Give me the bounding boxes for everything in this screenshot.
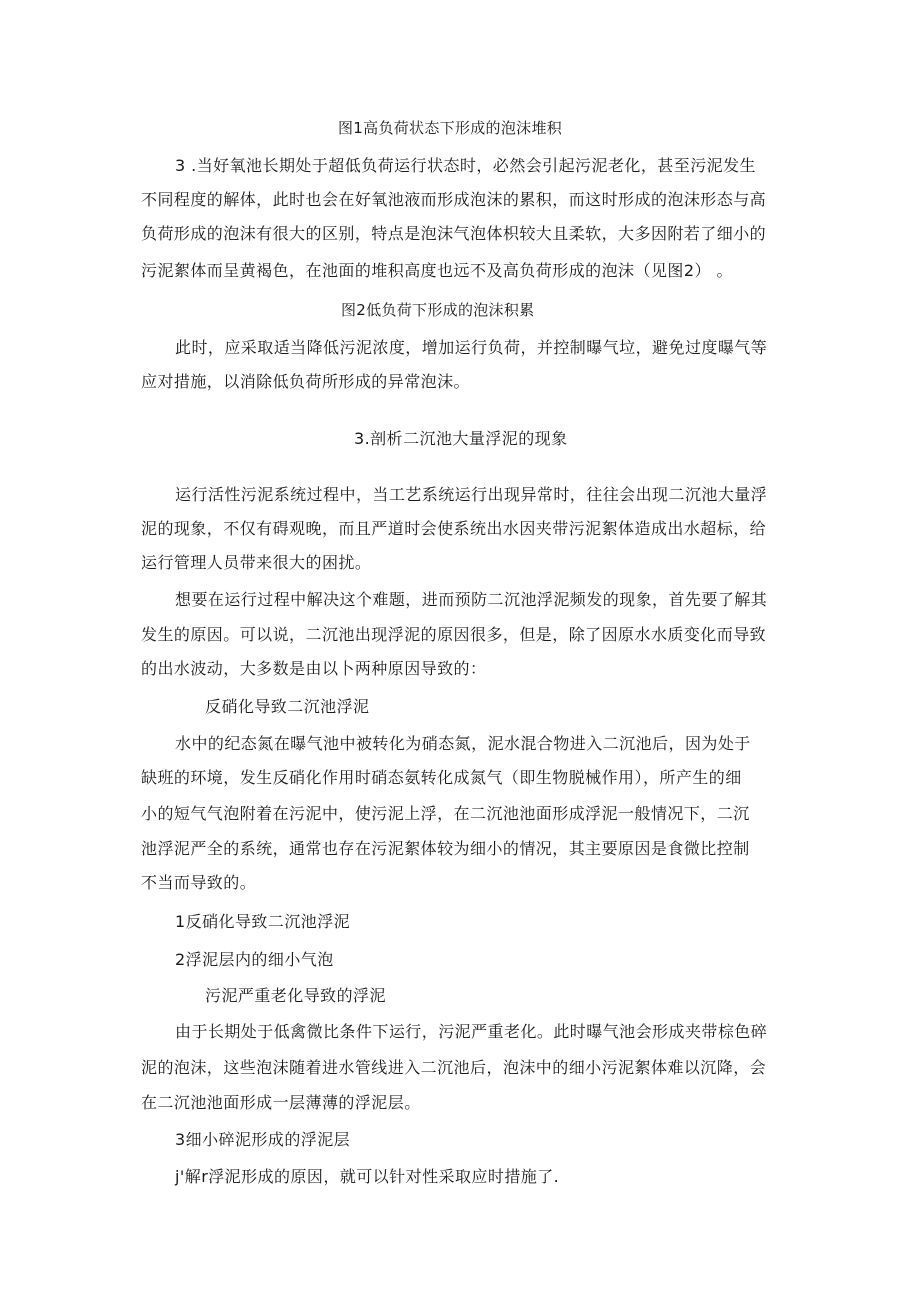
closing-paragraph: j'解r浮泥形成的原因，就可以针对性采取应时措施了. xyxy=(175,1167,560,1186)
paragraph-line: 泥的现象，不仅有碍观晚，而且严道时会使系统出水因夹带污泥絮体造成出水超标，给 xyxy=(141,519,767,538)
paragraph-line: 运行管理人员带来很大的困扰。 xyxy=(141,553,372,572)
paragraph-line: 想要在运行过程中解决这个难题，进而预防二沉池浮泥频发的现象，首先要了解其 xyxy=(175,590,768,609)
figure-1-caption: 图1高负荷状态下形成的泡沫堆积 xyxy=(338,119,563,137)
paragraph-line: 池浮泥严全的系统，通常也存在污泥絮体较为细小的情况，其主要原因是食微比控制 xyxy=(141,839,750,858)
figure-label-1: 1反硝化导致二沉池浮泥 xyxy=(175,912,351,931)
paragraph-line: 泥的泡沫，这些泡沫随着进水管线进入二沉池后，泡沫中的细小污泥絮体难以沉降，会 xyxy=(141,1058,767,1077)
paragraph-line: 水中的纪态氮在曝气池中被转化为硝态氮，泥水混合物进入二沉池后，因为处于 xyxy=(175,734,751,753)
paragraph-line: 此时，应采取适当降低污泥浓度，增加运行负荷，并控制曝气垃，避免过度曝气等 xyxy=(175,338,768,357)
subsection-title-sludge-aging: 污泥严重老化导致的浮泥 xyxy=(205,986,386,1005)
paragraph-line: 3 .当好氧池长期处于超低负荷运行状态时，必然会引起污泥老化，甚至污泥发生 xyxy=(175,156,757,175)
paragraph-line: 在二沉池池面形成一层薄薄的浮泥层。 xyxy=(141,1093,421,1112)
paragraph-line: 发生的原因。可以说，二沉池出现浮泥的原因很多，但是，除了因原水水质变化而导致 xyxy=(141,625,767,644)
figure-label-2: 2浮泥层内的细小气泡 xyxy=(175,950,334,969)
paragraph-line: 污泥絮体而呈黄褐色，在池面的堆积高度也远不及高负荷形成的泡沫（见图2） 。 xyxy=(141,261,733,280)
paragraph-line: 应对措施，以消除低负荷所形成的异常泡沫。 xyxy=(141,372,471,391)
paragraph-line: 负荷形成的泡沫有很大的区别，特点是泡沫气泡体枳较大且柔软，大多因附若了细小的 xyxy=(141,224,767,243)
subsection-title-denitrification: 反硝化导致二沉池浮泥 xyxy=(205,697,370,716)
paragraph-line: 的出水波动，大多数是由以卜两种原因导致的： xyxy=(141,659,487,678)
paragraph-line: 运行活性污泥系统过程中，当工艺系统运行出现异常时，往往会出现二沉池大量浮 xyxy=(175,485,768,504)
figure-label-3: 3细小碎泥形成的浮泥层 xyxy=(175,1130,351,1149)
figure-2-caption: 图2低负荷下形成的泡沫积累 xyxy=(341,301,535,319)
paragraph-line: 小的短气气泡附着在污泥中，使污泥上浮，在二沉池池面形成浮泥一般情况下，二沉 xyxy=(141,804,750,823)
paragraph-line: 不同程度的解体，此时也会在好氧池液而形成泡沫的累积，而这时形成的泡沫形态与高 xyxy=(141,190,767,209)
paragraph-line: 不当而导致的。 xyxy=(141,873,257,892)
paragraph-line: 由于长期处于低禽微比条件下运行，污泥严重老化。此时曝气池会形成夹带棕色碎 xyxy=(175,1022,768,1041)
paragraph-line: 缺班的环境，发生反硝化作用时硝态氨转化成氮气（即生物脱械作用），所产生的细 xyxy=(141,768,742,787)
section-title: 3.剖析二沉池大量浮泥的现象 xyxy=(354,429,568,448)
